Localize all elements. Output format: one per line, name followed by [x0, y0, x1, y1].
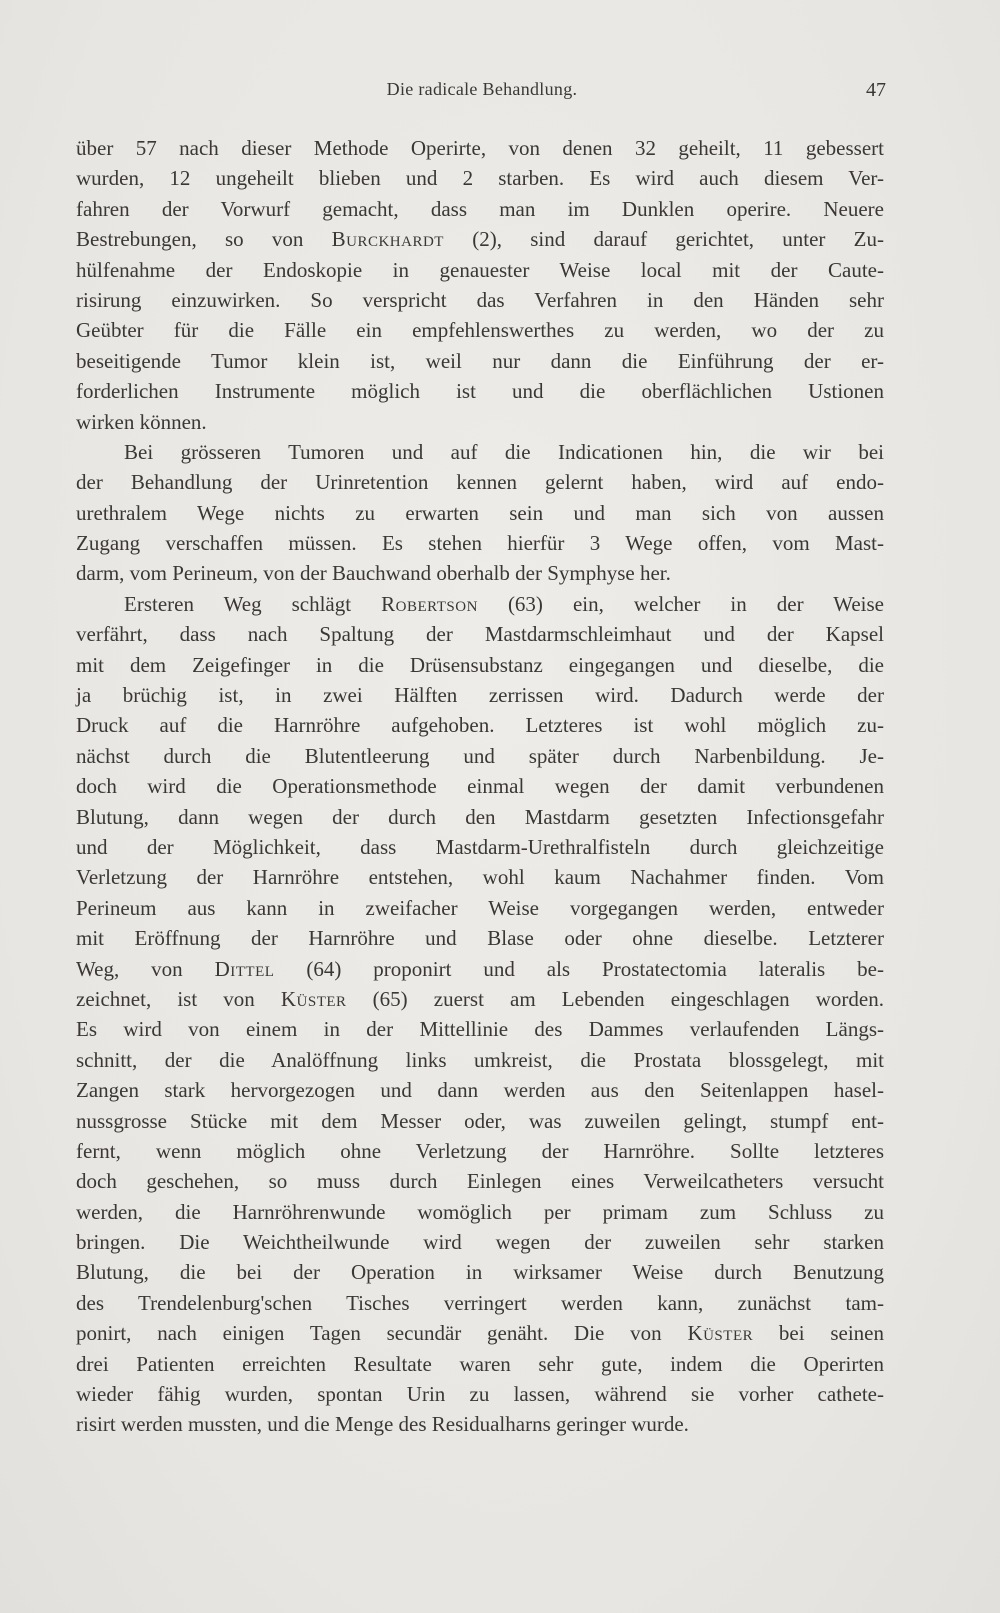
- running-head: [78, 79, 886, 107]
- text-line: nussgrosse Stücke mit dem Messer oder, was zuweilen gelingt, stumpf ent-: [76, 1108, 884, 1133]
- text-line: Bestrebungen, so von Burckhardt (2), sind darauf gerichtet, unter Zu-: [76, 227, 884, 252]
- text-line: wirken können.: [76, 409, 207, 434]
- text-line: Bei grösseren Tumoren und auf die Indicationen hin, die wir bei: [124, 439, 884, 464]
- text-line: forderlichen Instrumente möglich ist und die oberflächlichen Ustionen: [76, 379, 884, 404]
- text-line: Zugang verschaffen müssen. Es stehen hierfür 3 Wege offen, vom Mast-: [76, 531, 884, 556]
- text-line: darm, vom Perineum, von der Bauchwand oberhalb der Symphyse her.: [76, 561, 671, 586]
- page-number: 47: [866, 79, 886, 101]
- text-line: werden, die Harnröhrenwunde womöglich per primam zum Schluss zu: [76, 1199, 884, 1224]
- text-line: mit Eröffnung der Harnröhre und Blase oder ohne dieselbe. Letzterer: [76, 926, 884, 951]
- text-line: wurden, 12 ungeheilt blieben und 2 starben. Es wird auch diesem Ver-: [76, 166, 884, 191]
- text-line: urethralem Wege nichts zu erwarten sein und man sich von aussen: [76, 500, 884, 525]
- text-line: über 57 nach dieser Methode Operirte, von denen 32 geheilt, 11 gebessert: [76, 136, 884, 160]
- text-line: Es wird von einem in der Mittellinie des Dammes verlaufenden Längs-: [76, 1017, 884, 1042]
- text-line: verfährt, dass nach Spaltung der Mastdarmschleimhaut und der Kapsel: [76, 622, 884, 647]
- text-line: nächst durch die Blutentleerung und später durch Narbenbildung. Je-: [76, 743, 884, 768]
- text-line: Blutung, dann wegen der durch den Mastdarm gesetzten Infectionsgefahr: [76, 804, 884, 829]
- text-line: beseitigende Tumor klein ist, weil nur dann die Einführung der er-: [76, 348, 884, 373]
- text-line: Geübter für die Fälle ein empfehlenswerthes zu werden, wo der zu: [76, 318, 884, 343]
- text-line: ponirt, nach einigen Tagen secundär genäht. Die von Küster bei seinen: [76, 1321, 884, 1346]
- text-line: ja brüchig ist, in zwei Hälften zerrissen wird. Dadurch werde der: [76, 683, 884, 708]
- text-line: bringen. Die Weichtheilwunde wird wegen der zuweilen sehr starken: [76, 1230, 884, 1255]
- text-line: Druck auf die Harnröhre aufgehoben. Letzteres ist wohl möglich zu-: [76, 713, 884, 738]
- text-line: hülfenahme der Endoskopie in genauester Weise local mit der Caute-: [76, 257, 884, 282]
- text-line: Perineum aus kann in zweifacher Weise vorgegangen werden, entweder: [76, 895, 884, 920]
- text-line: doch geschehen, so muss durch Einlegen eines Verweilcatheters versucht: [76, 1169, 884, 1194]
- text-line: Blutung, die bei der Operation in wirksamer Weise durch Benutzung: [76, 1260, 884, 1285]
- text-line: risirt werden mussten, und die Menge des Residualharns geringer wurde.: [76, 1412, 689, 1437]
- text-line: des Trendelenburg'schen Tisches verringert werden kann, zunächst tam-: [76, 1290, 884, 1315]
- running-title: Die radicale Behandlung.: [386, 79, 578, 99]
- text-line: drei Patienten erreichten Resultate waren sehr gute, indem die Operirten: [76, 1351, 884, 1376]
- text-line: mit dem Zeigefinger in die Drüsensubstanz eingegangen und dieselbe, die: [76, 652, 884, 677]
- text-line: Zangen stark hervorgezogen und dann werden aus den Seitenlappen hasel-: [76, 1078, 884, 1103]
- text-line: schnitt, der die Analöffnung links umkreist, die Prostata blossgelegt, mit: [76, 1047, 884, 1072]
- text-line: und der Möglichkeit, dass Mastdarm-Urethralfisteln durch gleichzeitige: [76, 834, 884, 859]
- text-line: zeichnet, ist von Küster (65) zuerst am Lebenden eingeschlagen worden.: [76, 986, 884, 1011]
- text-line: Ersteren Weg schlägt Robertson (63) ein, welcher in der Weise: [124, 591, 884, 616]
- text-line: Verletzung der Harnröhre entstehen, wohl kaum Nachahmer finden. Vom: [76, 865, 884, 890]
- text-line: fahren der Vorwurf gemacht, dass man im Dunklen operire. Neuere: [76, 196, 884, 221]
- text-line: fernt, wenn möglich ohne Verletzung der Harnröhre. Sollte letzteres: [76, 1138, 884, 1163]
- text-line: der Behandlung der Urinretention kennen gelernt haben, wird auf endo-: [76, 470, 884, 495]
- text-line: wieder fähig wurden, spontan Urin zu lassen, während sie vorher cathete-: [76, 1382, 884, 1407]
- text-line: Weg, von Dittel (64) proponirt und als Prostatectomia lateralis be-: [76, 956, 884, 981]
- text-line: risirung einzuwirken. So verspricht das Verfahren in den Händen sehr: [76, 287, 884, 312]
- text-line: doch wird die Operationsmethode einmal wegen der damit verbundenen: [76, 774, 884, 799]
- body-text: [76, 133, 884, 1440]
